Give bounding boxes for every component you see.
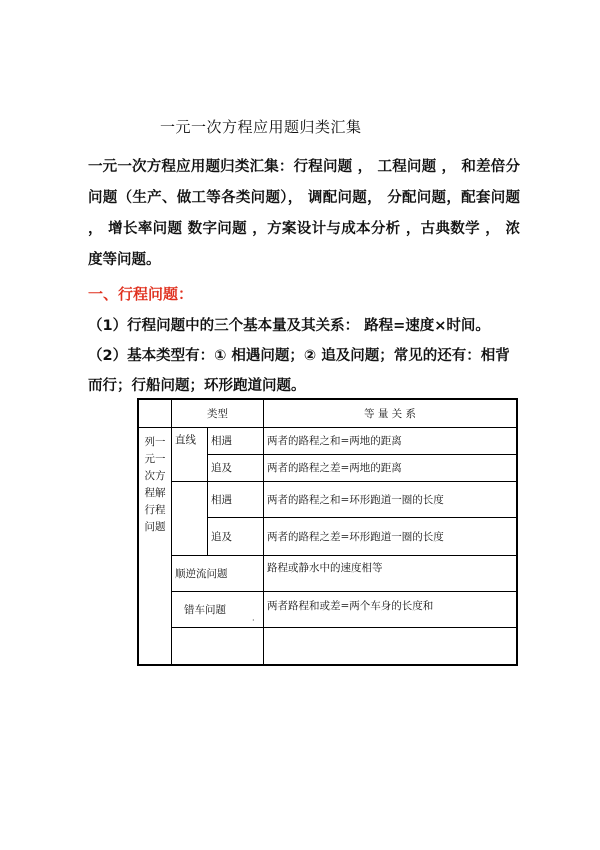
relation-table bbox=[137, 398, 518, 666]
pass-label: 错车问题 bbox=[172, 591, 264, 627]
point-2: （2）基本类型有：① 相遇问题；② 追及问题；常见的还有：相背而行；行船问题；环形跑道问题。 bbox=[88, 348, 510, 394]
straight-label: 直线 bbox=[172, 427, 208, 481]
empty-cell bbox=[172, 627, 264, 665]
relation-row: 两者路程和或差=两个车身的长度和 bbox=[264, 591, 518, 627]
relation-row: 两者的路程之差=环形跑道一圈的长度 bbox=[264, 517, 518, 555]
document-title: 一元一次方程应用题归类汇集 bbox=[160, 118, 362, 136]
vertical-label: 列一元一次方程解行程问题 bbox=[138, 427, 172, 665]
corner-cell bbox=[138, 399, 172, 427]
intro-paragraph: 一元一次方程应用题归类汇集：行程问题 ， 工程问题 ， 和差倍分问题（生产、做工等各类问题）， 调配问题， 分配问题，配套问题 ， 增长率问题 数字问题 ，方案设计与成本分析 ，古典数学 ， 浓度等问题。 bbox=[88, 159, 520, 268]
chase-label: 追及 bbox=[208, 517, 264, 555]
relation-row: 两者的路程之差=两地的距离 bbox=[264, 454, 518, 481]
section-heading: 一、行程问题： bbox=[88, 285, 194, 303]
empty-cell bbox=[264, 627, 518, 665]
relation-row: 两者的路程之和=两地的距离 bbox=[264, 427, 518, 454]
stream-label: 顺逆流问题 bbox=[172, 555, 264, 591]
meet-label: 相遇 bbox=[208, 481, 264, 517]
header-type: 类型 bbox=[172, 399, 264, 427]
circular-blank bbox=[172, 481, 208, 555]
relation-row: 两者的路程之和=环形跑道一圈的长度 bbox=[264, 481, 518, 517]
stray-dot: · bbox=[252, 616, 255, 625]
meet-label: 相遇 bbox=[208, 427, 264, 454]
point-1: （1）行程问题中的三个基本量及其关系： 路程=速度×时间。 bbox=[88, 318, 490, 334]
relation-row: 路程或静水中的速度相等 bbox=[264, 555, 518, 591]
chase-label: 追及 bbox=[208, 454, 264, 481]
header-relation: 等 量 关 系 bbox=[264, 399, 518, 427]
